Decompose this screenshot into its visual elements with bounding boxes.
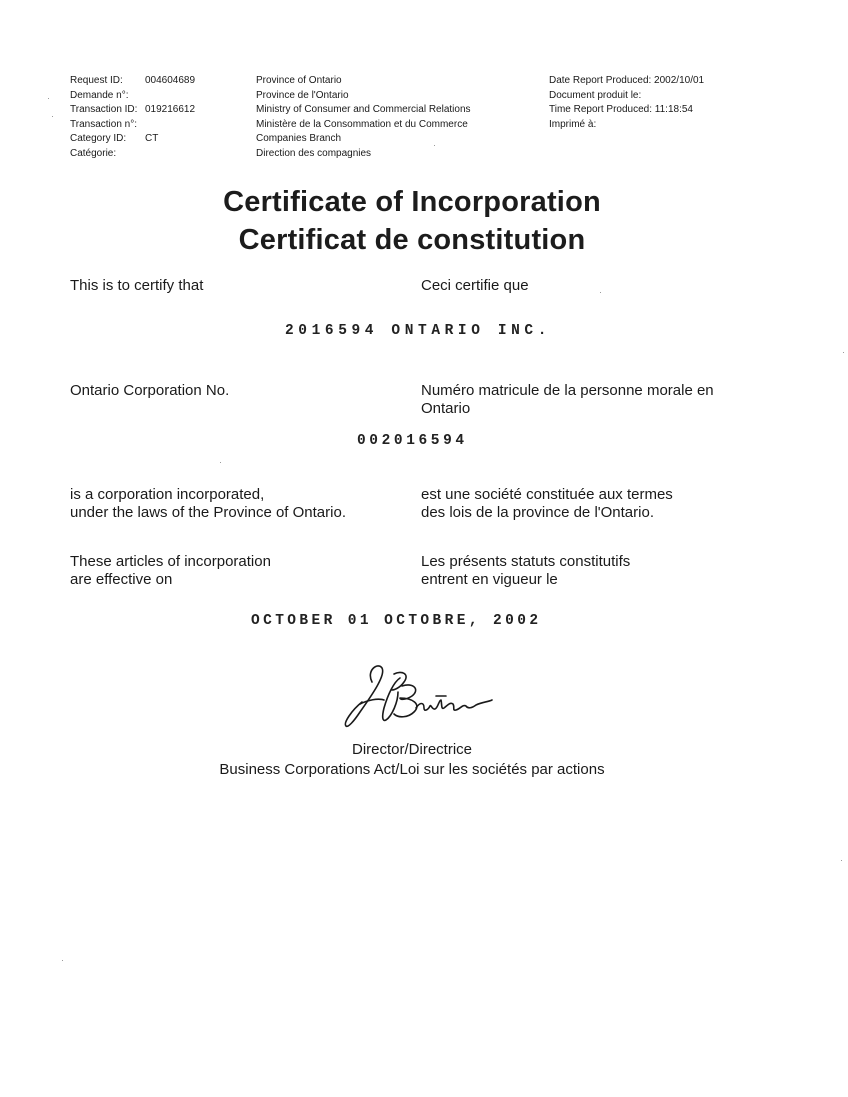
transaction-no-label: Transaction n°: [70, 118, 137, 130]
report-date: Date Report Produced: 2002/10/01 [549, 75, 705, 86]
effective-en-line1: These articles of incorporation [70, 553, 271, 570]
corp-no-label-fr-line1: Numéro matricule de la personne morale en [421, 382, 714, 399]
ministry-line: Companies Branch [256, 133, 342, 144]
certify-en: This is to certify that [70, 277, 204, 294]
ministry-info [256, 74, 471, 161]
transaction-id-row [70, 103, 195, 118]
demande-row [70, 89, 195, 104]
category-id-label: Category ID: [70, 133, 127, 144]
ministry-line: Ministère de la Consommation et du Commerce [256, 118, 468, 130]
effective-en [70, 553, 271, 589]
report-date-fr: Document produit le: [549, 89, 642, 101]
effective-date: OCTOBER 01 OCTOBRE, 2002 [251, 613, 542, 629]
transaction-id-value: 019216612 [145, 104, 196, 115]
incorporated-fr-line2: des lois de la province de l'Ontario. [421, 504, 654, 521]
request-info [70, 74, 195, 161]
signature-icon [332, 660, 502, 734]
ministry-line: Province de l'Ontario [256, 89, 349, 101]
incorporated-en-line1: is a corporation incorporated, [70, 486, 265, 503]
incorporated-en-line2: under the laws of the Province of Ontario. [70, 504, 346, 521]
category-id-row [70, 132, 195, 147]
demande-label: Demande n°: [70, 89, 129, 101]
corp-no-label-fr-line2: Ontario [421, 400, 471, 417]
ministry-line: Ministry of Consumer and Commercial Relations [256, 104, 471, 115]
incorporated-fr-line1: est une société constituée aux termes [421, 486, 673, 503]
request-id-label: Request ID: [70, 75, 123, 86]
company-name: 2016594 ONTARIO INC. [285, 323, 552, 339]
effective-en-line2: are effective on [70, 571, 173, 588]
ministry-line: Province of Ontario [256, 75, 342, 86]
categorie-row [70, 147, 195, 162]
categorie-label: Catégorie: [70, 147, 117, 159]
transaction-no-row [70, 118, 195, 133]
effective-fr-line1: Les présents statuts constitutifs [421, 553, 631, 570]
corporation-number: 002016594 [357, 433, 468, 449]
incorporated-en [70, 486, 346, 522]
certify-fr: Ceci certifie que [421, 277, 529, 294]
corp-no-label-fr [421, 382, 714, 418]
corp-no-label-en: Ontario Corporation No. [70, 382, 230, 399]
transaction-id-label: Transaction ID: [70, 104, 138, 115]
signer-title: Director/Directrice [351, 741, 472, 758]
title-fr: Certificat de constitution [238, 224, 586, 256]
request-id-value: 004604689 [145, 75, 196, 86]
title-en: Certificate of Incorporation [223, 186, 601, 218]
incorporated-fr [421, 486, 673, 522]
report-time-fr: Imprimé à: [549, 118, 597, 130]
effective-fr [421, 553, 630, 589]
report-info [549, 74, 704, 132]
signer-act: Business Corporations Act/Loi sur les sociétés par actions [219, 761, 605, 778]
category-id-value: CT [145, 133, 159, 144]
ministry-line: Direction des compagnies [256, 147, 372, 159]
request-id-row [70, 74, 195, 89]
report-time: Time Report Produced: 11:18:54 [549, 104, 693, 115]
effective-fr-line2: entrent en vigueur le [421, 571, 558, 588]
